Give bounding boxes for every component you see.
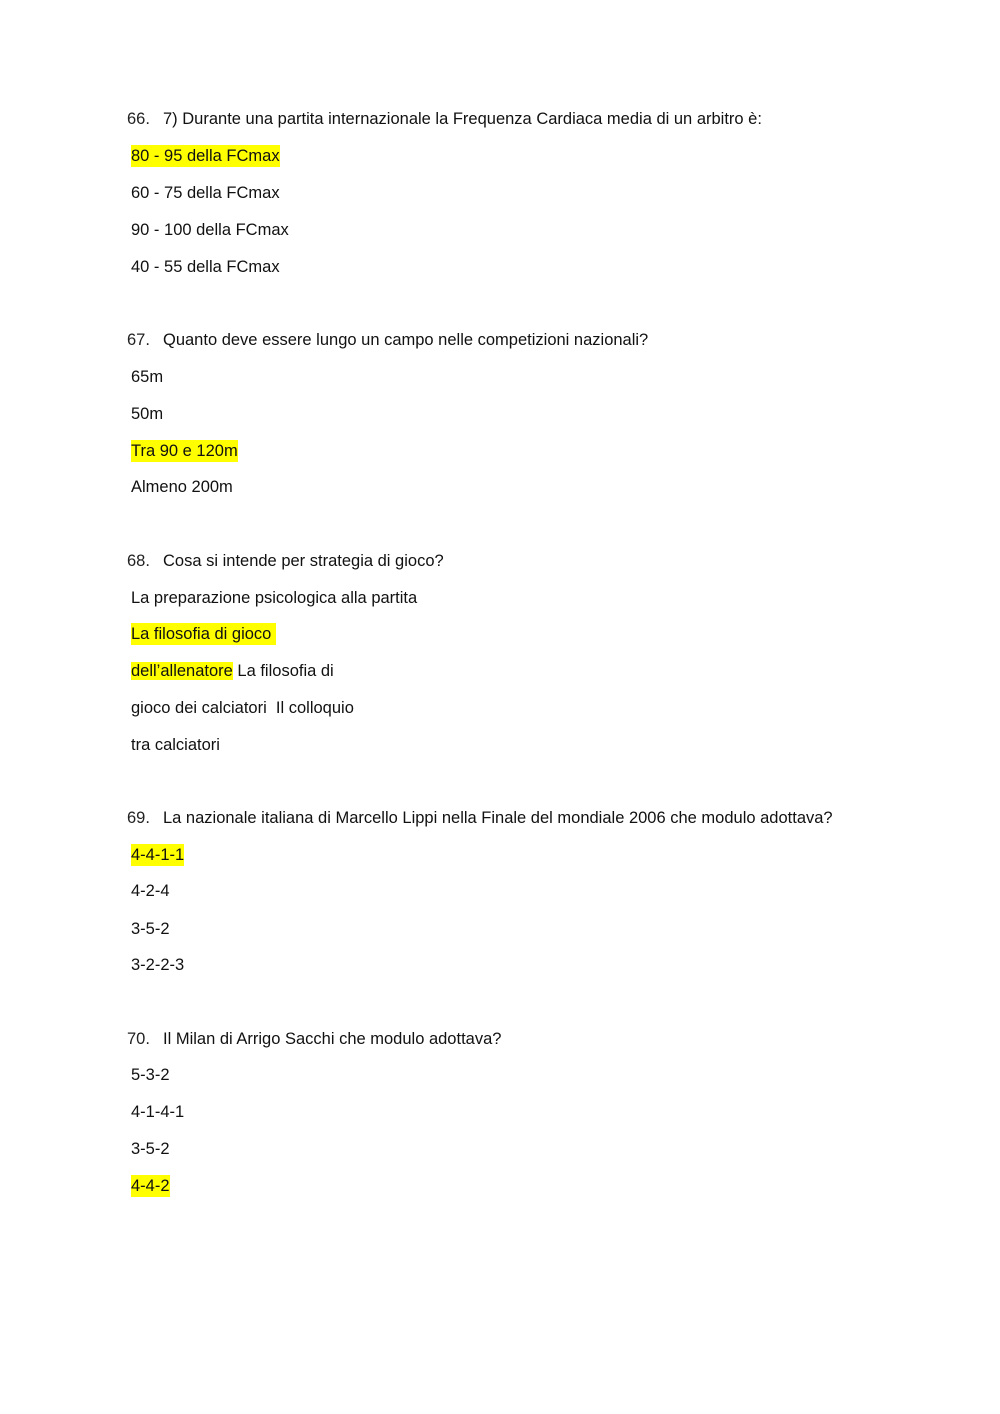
answer-line: 60 - 75 della FCmax <box>131 184 280 202</box>
highlighted-fragment: dell’allenatore <box>131 662 233 680</box>
answer-line: 50m <box>131 405 164 423</box>
question-number: 69. <box>127 809 150 827</box>
answer-line: La preparazione psicologica alla partita <box>131 589 418 607</box>
answer-line-highlighted: La filosofia di gioco <box>131 625 276 643</box>
answer-line: tra calciatori <box>131 736 220 754</box>
question-text: La nazionale italiana di Marcello Lippi nella Finale del mondiale 2006 che modulo adottava? <box>163 809 833 827</box>
question-number: 67. <box>127 331 150 349</box>
answer-line: 40 - 55 della FCmax <box>131 258 280 276</box>
answer-line-highlighted: 4-4-2 <box>131 1177 170 1195</box>
question-text: Cosa si intende per strategia di gioco? <box>163 552 444 570</box>
question-number: 68. <box>127 552 150 570</box>
answer-line: 3-2-2-3 <box>131 956 185 974</box>
answer-line: 65m <box>131 368 164 386</box>
question-number: 70. <box>127 1030 150 1048</box>
plain-fragment: La filosofia di <box>232 662 334 680</box>
question-text: Il Milan di Arrigo Sacchi che modulo adottava? <box>163 1030 502 1048</box>
answer-line: 4-1-4-1 <box>131 1103 185 1121</box>
answer-line: 3-5-2 <box>131 920 170 938</box>
answer-line-highlighted: Tra 90 e 120m <box>131 442 238 460</box>
answer-line: 3-5-2 <box>131 1140 170 1158</box>
answer-line: 5-3-2 <box>131 1066 170 1084</box>
answer-line: 90 - 100 della FCmax <box>131 221 289 239</box>
answer-line-mixed <box>131 660 334 682</box>
answer-line-highlighted: 80 - 95 della FCmax <box>131 147 280 165</box>
question-text: Quanto deve essere lungo un campo nelle competizioni nazionali? <box>163 331 649 349</box>
question-number: 66. <box>127 110 150 128</box>
answer-line: 4-2-4 <box>131 882 170 900</box>
answer-line: gioco dei calciatori Il colloquio <box>131 699 354 717</box>
answer-line-highlighted: 4-4-1-1 <box>131 846 185 864</box>
question-text: 7) Durante una partita internazionale la Frequenza Cardiaca media di un arbitro è: <box>163 110 762 128</box>
answer-line: Almeno 200m <box>131 478 233 496</box>
